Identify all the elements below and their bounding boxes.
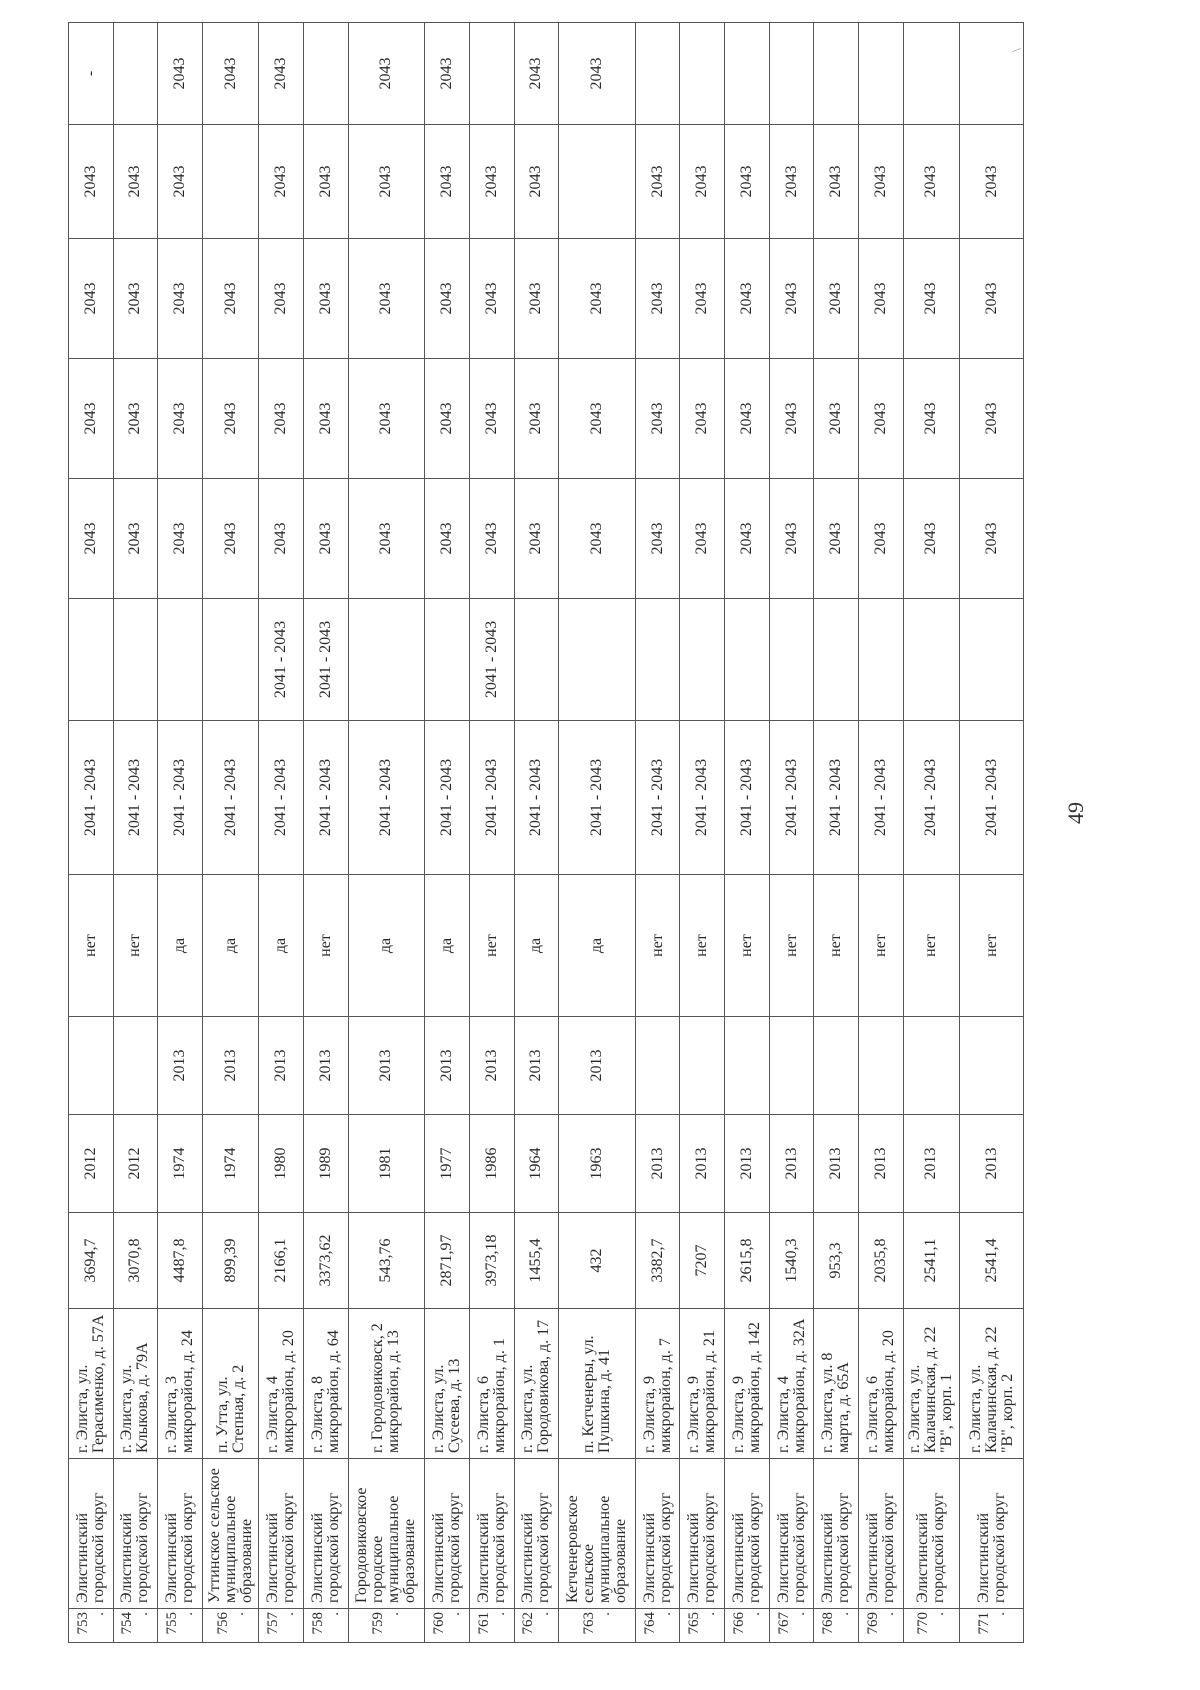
cell-needs-repair: да — [514, 875, 559, 1017]
cell-needs-repair: нет — [903, 875, 959, 1017]
table-row — [859, 23, 904, 1643]
cell-year-built: 1981 — [348, 1115, 425, 1213]
cell-municipality: Элистинский городской округ — [425, 1459, 470, 1609]
cell-work-4: 2043 — [859, 239, 904, 359]
cell-work-4: 2043 — [514, 239, 559, 359]
cell-work-5: 2043 — [635, 125, 680, 239]
cell-year-built: 1986 — [469, 1115, 514, 1213]
cell-last-repair-year: 2013 — [514, 1017, 559, 1115]
cell-row-number: 770. — [903, 1609, 959, 1643]
cell-needs-repair: нет — [469, 875, 514, 1017]
cell-year-built: 1989 — [303, 1115, 348, 1213]
cell-work-1 — [559, 599, 636, 721]
cell-work-3: 2043 — [559, 359, 636, 479]
cell-work-4: 2043 — [158, 239, 203, 359]
cell-last-repair-year: 2013 — [348, 1017, 425, 1115]
cell-work-1: 2041 - 2043 — [259, 599, 304, 721]
cell-work-5: 2043 — [680, 125, 725, 239]
table-row — [303, 23, 348, 1643]
cell-work-5: 2043 — [960, 125, 1024, 239]
cell-work-5: 2043 — [259, 125, 304, 239]
cell-needs-repair: нет — [680, 875, 725, 1017]
cell-work-2: 2043 — [202, 479, 258, 599]
cell-needs-repair: нет — [725, 875, 770, 1017]
cell-work-5: 2043 — [303, 125, 348, 239]
cell-municipality: Элистинский городской округ — [903, 1459, 959, 1609]
cell-work-1 — [903, 599, 959, 721]
table-row — [559, 23, 636, 1643]
cell-work-3: 2043 — [425, 359, 470, 479]
cell-last-repair-year: 2013 — [158, 1017, 203, 1115]
cell-address: г. Элиста, 3 микрорайон, д. 24 — [158, 1309, 203, 1459]
cell-municipality: Уттинское сельское муниципальное образование — [202, 1459, 258, 1609]
cell-work-2: 2043 — [348, 479, 425, 599]
cell-area: 2035,8 — [859, 1213, 904, 1309]
cell-area: 953,3 — [814, 1213, 859, 1309]
cell-needs-repair: нет — [814, 875, 859, 1017]
cell-work-2: 2043 — [259, 479, 304, 599]
cell-work-3: 2043 — [113, 359, 158, 479]
cell-work-1 — [158, 599, 203, 721]
cell-last-repair-year: 2013 — [425, 1017, 470, 1115]
cell-year-built: 2013 — [859, 1115, 904, 1213]
cell-work-1 — [635, 599, 680, 721]
cell-work-6: - — [69, 23, 114, 125]
cell-year-built: 2013 — [769, 1115, 814, 1213]
cell-address: г. Элиста, 4 микрорайон, д. 32А — [769, 1309, 814, 1459]
cell-work-1 — [348, 599, 425, 721]
cell-row-number: 769. — [859, 1609, 904, 1643]
cell-work-5 — [202, 125, 258, 239]
cell-work-2: 2043 — [113, 479, 158, 599]
cell-area: 2541,1 — [903, 1213, 959, 1309]
cell-row-number: 754. — [113, 1609, 158, 1643]
cell-repair-period: 2041 - 2043 — [259, 721, 304, 875]
cell-municipality: Элистинский городской округ — [303, 1459, 348, 1609]
cell-year-built: 2013 — [680, 1115, 725, 1213]
cell-work-1 — [725, 599, 770, 721]
cell-work-2: 2043 — [814, 479, 859, 599]
cell-municipality: Элистинский городской округ — [725, 1459, 770, 1609]
cell-address: г. Элиста, ул. Клыкова, д. 79А — [113, 1309, 158, 1459]
cell-work-6: 2043 — [202, 23, 258, 125]
cell-work-5: 2043 — [769, 125, 814, 239]
cell-area: 899,39 — [202, 1213, 258, 1309]
cell-needs-repair: нет — [960, 875, 1024, 1017]
cell-municipality: Городовиковское городское муниципальное образование — [348, 1459, 425, 1609]
cell-repair-period: 2041 - 2043 — [814, 721, 859, 875]
cell-work-6 — [469, 23, 514, 125]
cell-municipality: Элистинский городской округ — [814, 1459, 859, 1609]
cell-address: г. Элиста, ул. Городовикова, д. 17 — [514, 1309, 559, 1459]
cell-needs-repair: нет — [113, 875, 158, 1017]
cell-work-4: 2043 — [425, 239, 470, 359]
table-row — [769, 23, 814, 1643]
cell-municipality: Элистинский городской округ — [469, 1459, 514, 1609]
cell-work-5: 2043 — [514, 125, 559, 239]
cell-work-5: 2043 — [113, 125, 158, 239]
cell-year-built: 2013 — [903, 1115, 959, 1213]
cell-work-5: 2043 — [725, 125, 770, 239]
cell-work-6: 2043 — [559, 23, 636, 125]
cell-needs-repair: да — [259, 875, 304, 1017]
cell-row-number: 767. — [769, 1609, 814, 1643]
cell-work-4: 2043 — [960, 239, 1024, 359]
cell-row-number: 759. — [348, 1609, 425, 1643]
cell-municipality: Элистинский городской округ — [514, 1459, 559, 1609]
cell-year-built: 1980 — [259, 1115, 304, 1213]
cell-last-repair-year — [113, 1017, 158, 1115]
cell-work-2: 2043 — [960, 479, 1024, 599]
cell-area: 543,76 — [348, 1213, 425, 1309]
cell-work-6: 2043 — [425, 23, 470, 125]
table-row — [903, 23, 959, 1643]
cell-work-2: 2043 — [425, 479, 470, 599]
cell-address: г. Элиста, ул. Калачинская, д. 22 "В", корп. 1 — [903, 1309, 959, 1459]
cell-work-1 — [680, 599, 725, 721]
cell-address: г. Городовиковск, 2 микрорайон, д. 13 — [348, 1309, 425, 1459]
cell-work-4: 2043 — [769, 239, 814, 359]
cell-address: г. Элиста, 8 микрорайон, д. 64 — [303, 1309, 348, 1459]
cell-last-repair-year: 2013 — [303, 1017, 348, 1115]
cell-last-repair-year — [903, 1017, 959, 1115]
cell-work-3: 2043 — [769, 359, 814, 479]
cell-last-repair-year: 2013 — [559, 1017, 636, 1115]
cell-area: 1540,3 — [769, 1213, 814, 1309]
cell-needs-repair: да — [425, 875, 470, 1017]
cell-area: 2871,97 — [425, 1213, 470, 1309]
cell-municipality: Элистинский городской округ — [113, 1459, 158, 1609]
cell-work-5: 2043 — [469, 125, 514, 239]
cell-municipality: Элистинский городской округ — [680, 1459, 725, 1609]
cell-row-number: 757. — [259, 1609, 304, 1643]
cell-work-1 — [960, 599, 1024, 721]
cell-work-1 — [202, 599, 258, 721]
cell-repair-period: 2041 - 2043 — [425, 721, 470, 875]
rotated-table-wrapper — [68, 23, 1024, 1643]
cell-work-6 — [960, 23, 1024, 125]
cell-work-6 — [303, 23, 348, 125]
cell-work-6 — [814, 23, 859, 125]
cell-work-2: 2043 — [158, 479, 203, 599]
cell-work-6 — [113, 23, 158, 125]
cell-address: г. Элиста, ул. Калачинская, д. 22 "В", корп. 2 — [960, 1309, 1024, 1459]
cell-work-2: 2043 — [680, 479, 725, 599]
cell-work-2: 2043 — [635, 479, 680, 599]
cell-work-3: 2043 — [348, 359, 425, 479]
cell-address: г. Элиста, 6 микрорайон, д. 1 — [469, 1309, 514, 1459]
cell-work-6 — [769, 23, 814, 125]
cell-work-5: 2043 — [903, 125, 959, 239]
cell-needs-repair: да — [559, 875, 636, 1017]
cell-repair-period: 2041 - 2043 — [69, 721, 114, 875]
cell-row-number: 753. — [69, 1609, 114, 1643]
cell-year-built: 2013 — [635, 1115, 680, 1213]
cell-row-number: 760. — [425, 1609, 470, 1643]
cell-repair-period: 2041 - 2043 — [202, 721, 258, 875]
cell-work-3: 2043 — [859, 359, 904, 479]
cell-repair-period: 2041 - 2043 — [514, 721, 559, 875]
cell-work-3: 2043 — [725, 359, 770, 479]
cell-address: г. Элиста, ул. Герасименко, д. 57А — [69, 1309, 114, 1459]
cell-row-number: 763. — [559, 1609, 636, 1643]
cell-area: 3382,7 — [635, 1213, 680, 1309]
cell-repair-period: 2041 - 2043 — [469, 721, 514, 875]
cell-year-built: 2012 — [69, 1115, 114, 1213]
cell-row-number: 768. — [814, 1609, 859, 1643]
table-row — [635, 23, 680, 1643]
cell-repair-period: 2041 - 2043 — [769, 721, 814, 875]
cell-work-1 — [859, 599, 904, 721]
cell-work-2: 2043 — [69, 479, 114, 599]
cell-municipality: Элистинский городской округ — [69, 1459, 114, 1609]
cell-row-number: 761. — [469, 1609, 514, 1643]
cell-last-repair-year — [680, 1017, 725, 1115]
repair-schedule-table — [68, 22, 1024, 1643]
cell-work-5 — [559, 125, 636, 239]
cell-year-built: 2012 — [113, 1115, 158, 1213]
cell-work-2: 2043 — [903, 479, 959, 599]
cell-area: 4487,8 — [158, 1213, 203, 1309]
cell-year-built: 2013 — [960, 1115, 1024, 1213]
cell-row-number: 756. — [202, 1609, 258, 1643]
cell-municipality: Элистинский городской округ — [635, 1459, 680, 1609]
cell-work-2: 2043 — [469, 479, 514, 599]
cell-work-4: 2043 — [469, 239, 514, 359]
cell-address: п. Кетченеры, ул. Пушкина, д. 41 — [559, 1309, 636, 1459]
cell-row-number: 755. — [158, 1609, 203, 1643]
cell-last-repair-year: 2013 — [469, 1017, 514, 1115]
cell-area: 3070,8 — [113, 1213, 158, 1309]
cell-work-4: 2043 — [635, 239, 680, 359]
cell-address: г. Элиста, ул. Сусеева, д. 13 — [425, 1309, 470, 1459]
cell-last-repair-year — [725, 1017, 770, 1115]
cell-repair-period: 2041 - 2043 — [635, 721, 680, 875]
table-row — [469, 23, 514, 1643]
cell-repair-period: 2041 - 2043 — [303, 721, 348, 875]
cell-work-3: 2043 — [469, 359, 514, 479]
cell-address: г. Элиста, 9 микрорайон, д. 142 — [725, 1309, 770, 1459]
cell-needs-repair: нет — [69, 875, 114, 1017]
cell-work-3: 2043 — [514, 359, 559, 479]
cell-area: 2166,1 — [259, 1213, 304, 1309]
cell-repair-period: 2041 - 2043 — [859, 721, 904, 875]
cell-work-5: 2043 — [158, 125, 203, 239]
cell-year-built: 1963 — [559, 1115, 636, 1213]
cell-work-6 — [635, 23, 680, 125]
cell-work-1 — [69, 599, 114, 721]
scan-mark: \ — [1009, 48, 1025, 52]
cell-work-3: 2043 — [903, 359, 959, 479]
cell-work-5: 2043 — [348, 125, 425, 239]
cell-work-1: 2041 - 2043 — [303, 599, 348, 721]
cell-work-1 — [113, 599, 158, 721]
cell-year-built: 2013 — [814, 1115, 859, 1213]
cell-work-1: 2041 - 2043 — [469, 599, 514, 721]
cell-last-repair-year — [859, 1017, 904, 1115]
table-body — [69, 23, 1024, 1643]
cell-needs-repair: да — [348, 875, 425, 1017]
cell-year-built: 2013 — [725, 1115, 770, 1213]
cell-municipality: Элистинский городской округ — [158, 1459, 203, 1609]
cell-needs-repair: да — [158, 875, 203, 1017]
cell-municipality: Элистинский городской округ — [960, 1459, 1024, 1609]
table-row — [69, 23, 114, 1643]
cell-work-3: 2043 — [158, 359, 203, 479]
cell-work-3: 2043 — [202, 359, 258, 479]
table-row — [814, 23, 859, 1643]
table-row — [348, 23, 425, 1643]
cell-work-6: 2043 — [348, 23, 425, 125]
cell-work-4: 2043 — [348, 239, 425, 359]
cell-work-3: 2043 — [635, 359, 680, 479]
cell-year-built: 1974 — [202, 1115, 258, 1213]
cell-last-repair-year — [69, 1017, 114, 1115]
cell-work-6 — [903, 23, 959, 125]
cell-work-5: 2043 — [69, 125, 114, 239]
cell-work-2: 2043 — [859, 479, 904, 599]
table-row — [158, 23, 203, 1643]
cell-municipality: Элистинский городской округ — [259, 1459, 304, 1609]
cell-work-6 — [725, 23, 770, 125]
table-row — [960, 23, 1024, 1643]
cell-work-5: 2043 — [814, 125, 859, 239]
cell-work-2: 2043 — [303, 479, 348, 599]
cell-work-6: 2043 — [158, 23, 203, 125]
cell-row-number: 771. — [960, 1609, 1024, 1643]
cell-work-4: 2043 — [69, 239, 114, 359]
cell-work-3: 2043 — [814, 359, 859, 479]
cell-work-5: 2043 — [859, 125, 904, 239]
cell-repair-period: 2041 - 2043 — [680, 721, 725, 875]
cell-area: 3373,62 — [303, 1213, 348, 1309]
cell-last-repair-year: 2013 — [259, 1017, 304, 1115]
table-row — [113, 23, 158, 1643]
cell-work-3: 2043 — [960, 359, 1024, 479]
cell-municipality: Элистинский городской округ — [859, 1459, 904, 1609]
cell-last-repair-year — [635, 1017, 680, 1115]
cell-row-number: 766. — [725, 1609, 770, 1643]
table-row — [259, 23, 304, 1643]
cell-address: г. Элиста, 6 микрорайон, д. 20 — [859, 1309, 904, 1459]
cell-row-number: 765. — [680, 1609, 725, 1643]
cell-work-5: 2043 — [425, 125, 470, 239]
cell-repair-period: 2041 - 2043 — [960, 721, 1024, 875]
cell-repair-period: 2041 - 2043 — [348, 721, 425, 875]
cell-last-repair-year: 2013 — [202, 1017, 258, 1115]
cell-work-2: 2043 — [514, 479, 559, 599]
cell-repair-period: 2041 - 2043 — [903, 721, 959, 875]
cell-address: п. Утта, ул. Степная, д. 2 — [202, 1309, 258, 1459]
cell-area: 432 — [559, 1213, 636, 1309]
cell-area: 2541,4 — [960, 1213, 1024, 1309]
cell-last-repair-year — [814, 1017, 859, 1115]
cell-work-1 — [425, 599, 470, 721]
cell-work-6 — [859, 23, 904, 125]
cell-last-repair-year — [960, 1017, 1024, 1115]
cell-work-2: 2043 — [769, 479, 814, 599]
cell-work-6 — [680, 23, 725, 125]
cell-work-1 — [514, 599, 559, 721]
cell-work-4: 2043 — [303, 239, 348, 359]
cell-work-4: 2043 — [725, 239, 770, 359]
cell-repair-period: 2041 - 2043 — [559, 721, 636, 875]
cell-address: г. Элиста, 4 микрорайон, д. 20 — [259, 1309, 304, 1459]
cell-work-4: 2043 — [680, 239, 725, 359]
cell-work-4: 2043 — [259, 239, 304, 359]
cell-address: г. Элиста, 9 микрорайон, д. 21 — [680, 1309, 725, 1459]
cell-needs-repair: нет — [859, 875, 904, 1017]
cell-area: 7207 — [680, 1213, 725, 1309]
cell-repair-period: 2041 - 2043 — [725, 721, 770, 875]
cell-year-built: 1977 — [425, 1115, 470, 1213]
cell-work-4: 2043 — [814, 239, 859, 359]
cell-work-2: 2043 — [725, 479, 770, 599]
cell-work-4: 2043 — [559, 239, 636, 359]
cell-row-number: 764. — [635, 1609, 680, 1643]
cell-work-2: 2043 — [559, 479, 636, 599]
table-row — [202, 23, 258, 1643]
cell-area: 3694,7 — [69, 1213, 114, 1309]
table-row — [425, 23, 470, 1643]
cell-repair-period: 2041 - 2043 — [113, 721, 158, 875]
page-number: 49 — [1063, 802, 1088, 824]
cell-needs-repair: да — [202, 875, 258, 1017]
cell-municipality: Кетченеровское сельское муниципальное образование — [559, 1459, 636, 1609]
cell-work-1 — [814, 599, 859, 721]
cell-work-4: 2043 — [903, 239, 959, 359]
cell-work-3: 2043 — [680, 359, 725, 479]
cell-work-6: 2043 — [259, 23, 304, 125]
cell-row-number: 758. — [303, 1609, 348, 1643]
table-row — [514, 23, 559, 1643]
cell-work-4: 2043 — [202, 239, 258, 359]
cell-year-built: 1974 — [158, 1115, 203, 1213]
cell-work-3: 2043 — [69, 359, 114, 479]
table-row — [680, 23, 725, 1643]
cell-area: 1455,4 — [514, 1213, 559, 1309]
cell-needs-repair: нет — [635, 875, 680, 1017]
cell-year-built: 1964 — [514, 1115, 559, 1213]
cell-needs-repair: нет — [303, 875, 348, 1017]
table-row — [725, 23, 770, 1643]
cell-municipality: Элистинский городской округ — [769, 1459, 814, 1609]
cell-area: 2615,8 — [725, 1213, 770, 1309]
cell-area: 3973,18 — [469, 1213, 514, 1309]
cell-work-3: 2043 — [259, 359, 304, 479]
cell-address: г. Элиста, ул. 8 марта, д. 65А — [814, 1309, 859, 1459]
cell-address: г. Элиста, 9 микрорайон, д. 7 — [635, 1309, 680, 1459]
cell-work-3: 2043 — [303, 359, 348, 479]
cell-work-1 — [769, 599, 814, 721]
cell-work-4: 2043 — [113, 239, 158, 359]
cell-last-repair-year — [769, 1017, 814, 1115]
cell-repair-period: 2041 - 2043 — [158, 721, 203, 875]
cell-needs-repair: нет — [769, 875, 814, 1017]
cell-work-6: 2043 — [514, 23, 559, 125]
cell-row-number: 762. — [514, 1609, 559, 1643]
